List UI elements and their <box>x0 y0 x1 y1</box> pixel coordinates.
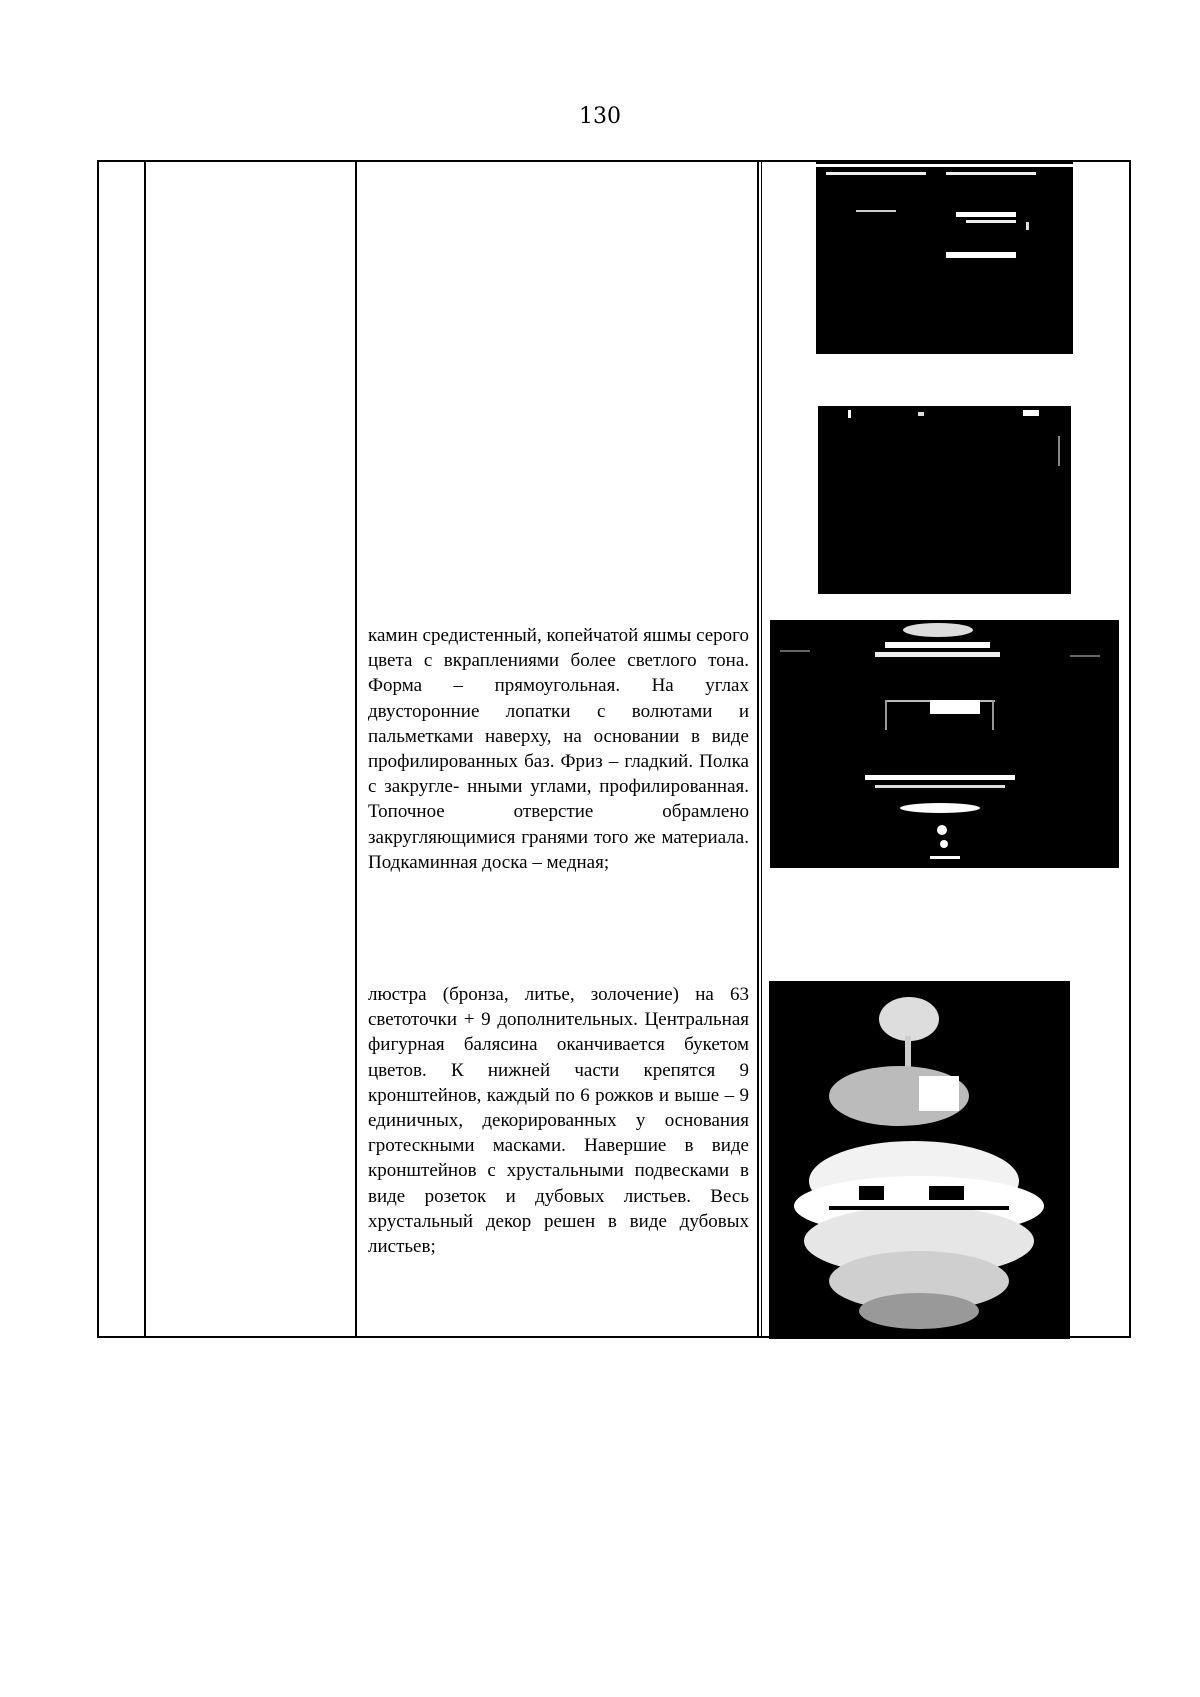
column-divider <box>144 162 146 1336</box>
fireplace-top-photo <box>816 162 1073 354</box>
fireplace-description: камин средистенный, копейчатой яшмы серого цвета с вкраплениями более светлого тона. Форма – прямоугольная. На углах двусторонние лопатки с волютами и пальметками наверху, на основании в виде профилированных баз. Фриз – гладкий. Полка с закругле- нными углами, профилированная. Топочное отверстие обрамлено закругляющимися гранями того же материала. Подкаминная доска – медная; <box>368 625 749 873</box>
column-divider <box>757 162 759 1336</box>
column-divider <box>761 162 762 1336</box>
page-number: 130 <box>579 104 621 129</box>
fireplace-detail-photo <box>818 406 1071 594</box>
chandelier-photo <box>769 981 1070 1339</box>
inventory-table <box>97 160 1131 1338</box>
fireplace-photo <box>770 620 1119 868</box>
column-divider <box>355 162 357 1336</box>
chandelier-description: люстра (бронза, литье, золочение) на 63 светоточки + 9 дополнительных. Центральная фигурная балясина оканчивается букетом цветов. К нижней части крепятся 9 кронштейнов, каждый по 6 рожков и выше – 9 единичных, декорированных у основания гротескными масками. Навершие в виде кронштейнов с хрустальными подвесками в виде розеток и дубовых листьев. Весь хрустальный декор решен в виде дубовых листьев; <box>368 984 749 1258</box>
